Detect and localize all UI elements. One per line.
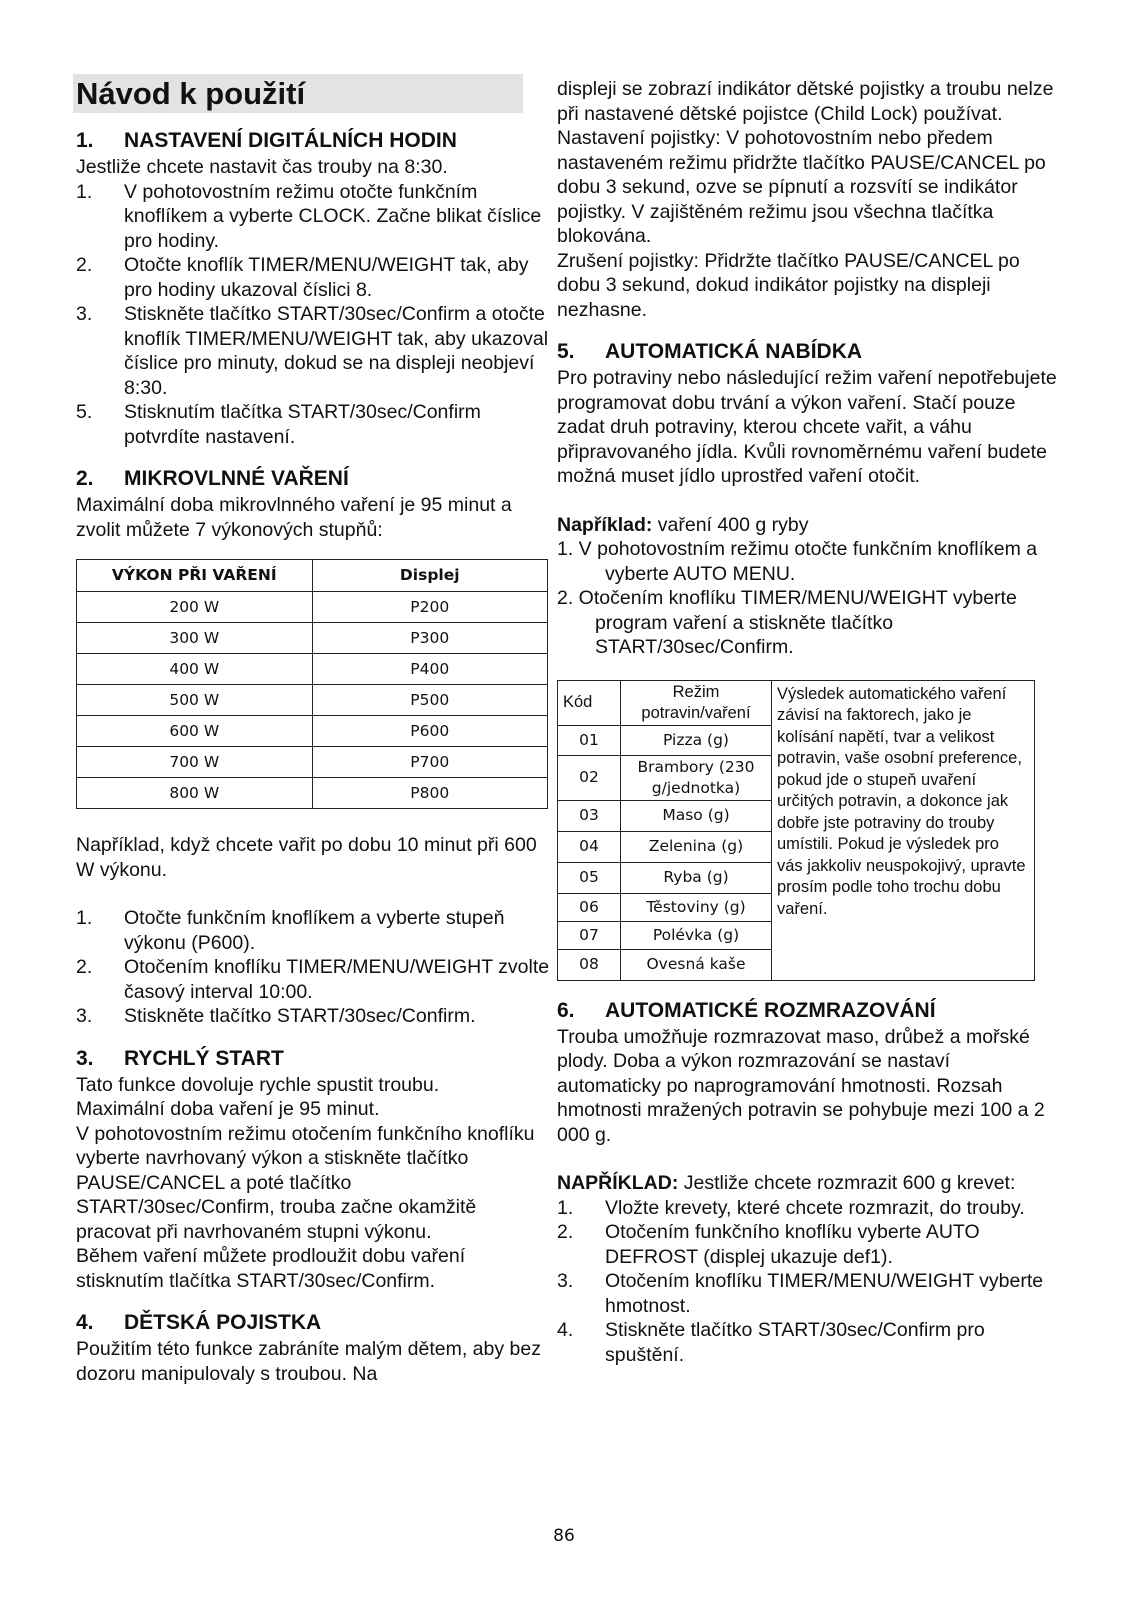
table-header-cell: Displej [312, 560, 548, 592]
section-3-p1: Tato funkce dovoluje rychle spustit troubu. [76, 1073, 440, 1096]
section-1-steps [76, 180, 550, 450]
section-6-example: NAPŘÍKLAD: Jestliže chcete rozmrazit 600 g krevet: [557, 1172, 1016, 1194]
table-row [77, 716, 548, 747]
table-header-cell: Režim potravin/vaření [621, 680, 772, 725]
section-6-steps [557, 1196, 1057, 1368]
page-title: Návod k použití [73, 74, 523, 113]
table-cell: 06 [558, 893, 621, 921]
section-5-step-1: 1. V pohotovostním režimu otočte funkčním knoflíkem a vyberte AUTO MENU. [557, 538, 1038, 585]
section-4-heading: 4. DĚTSKÁ POJISTKA [76, 1311, 322, 1334]
table-cell: 08 [558, 949, 621, 980]
auto-menu-table [557, 680, 1035, 981]
list-item: 3. Stiskněte tlačítko START/30sec/Confirm. [76, 1005, 476, 1027]
table-cell: 400 W [77, 654, 313, 685]
table-cell: P600 [312, 716, 548, 747]
table-cell: 200 W [77, 592, 313, 623]
table-cell: Ovesná kaše [621, 949, 772, 980]
table-row [77, 778, 548, 809]
list-item: 1. V pohotovostním režimu otočte funkčním knoflíkem a vyberte CLOCK. Začne blikat číslice pro hodiny. [76, 180, 542, 252]
section-2-heading: 2. MIKROVLNNÉ VAŘENÍ [76, 467, 349, 490]
table-cell: Polévka (g) [621, 921, 772, 949]
list-item: 2. Otočením knoflíku TIMER/MENU/WEIGHT zvolte časový interval 10:00. [76, 956, 550, 1003]
auto-menu-note: Výsledek automatického vaření závisí na faktorech, jako je kolísání napětí, tvar a velikost potravin, vaše osobní preference, pokud jde o stupeň uvaření určitých potravin, a dokonce jak dobře jste potraviny do trouby umístili. Pokud je výsledek pro vás jakkoliv neuspokojivý, upravte prosím podle toho trochu dobu vaření. [772, 680, 1035, 980]
table-cell: 500 W [77, 685, 313, 716]
table-cell: Těstoviny (g) [621, 893, 772, 921]
page-number: 86 [553, 1526, 575, 1546]
table-cell: P800 [312, 778, 548, 809]
table-row [77, 685, 548, 716]
list-item: 2. Otočte knoflík TIMER/MENU/WEIGHT tak, aby pro hodiny ukazoval číslici 8. [76, 254, 529, 301]
section-2-example: Například, když chcete vařit po dobu 10 minut při 600 W výkonu. [76, 834, 537, 881]
section-2-intro: Maximální doba mikrovlnného vaření je 95 minut a zvolit můžete 7 výkonových stupňů: [76, 494, 512, 541]
table-cell: 700 W [77, 747, 313, 778]
table-cell: P700 [312, 747, 548, 778]
list-item: 4. Stiskněte tlačítko START/30sec/Confirm pro spuštění. [557, 1319, 985, 1366]
left-column [76, 74, 550, 1386]
table-cell: Pizza (g) [621, 725, 772, 755]
list-item: 5. Stisknutím tlačítka START/30sec/Confirm potvrdíte nastavení. [76, 401, 481, 448]
section-5-step-2: 2. Otočením knoflíku TIMER/MENU/WEIGHT vyberte program vaření a stiskněte tlačítko START/30sec/Confirm. [557, 587, 1017, 658]
table-header-row [558, 680, 1035, 725]
section-1-intro: Jestliže chcete nastavit čas trouby na 8:30. [76, 156, 448, 178]
section-4-p1-continued: displeji se zobrazí indikátor dětské pojistky a troubu nelze při nastavené dětské pojistce (Child Lock) používat. [557, 78, 1054, 125]
section-5-example: Například: vaření 400 g ryby [557, 513, 809, 536]
table-cell: P300 [312, 623, 548, 654]
list-item: 1. Vložte krevety, které chcete rozmrazit, do trouby. [557, 1196, 1025, 1219]
section-6-heading: 6. AUTOMATICKÉ ROZMRAZOVÁNÍ [557, 998, 936, 1022]
section-3-p2: Maximální doba vaření je 95 minut. [76, 1098, 380, 1120]
section-6-intro: Trouba umožňuje rozmrazovat maso, drůbež a mořské plody. Doba a výkon rozmrazování se nastaví automaticky po naprogramování hmotnosti. Rozsah hmotnosti mražených potravin se pohybuje mezi 100 a 2 000 g. [557, 1025, 1045, 1146]
list-item: 3. Stiskněte tlačítko START/30sec/Confirm a otočte knoflík TIMER/MENU/WEIGHT tak, aby ukazoval číslice pro minuty, dokud se na displeji neobjeví 8:30. [76, 303, 549, 399]
table-cell: 02 [558, 755, 621, 800]
table-cell: 600 W [77, 716, 313, 747]
list-item: 2. Otočením funkčního knoflíku vyberte AUTO DEFROST (displej ukazuje def1). [557, 1221, 980, 1268]
table-header-row [77, 560, 548, 592]
section-4-p3: Zrušení pojistky: Přidržte tlačítko PAUSE/CANCEL po dobu 3 sekund, dokud indikátor pojistky na displeji nezhasne. [557, 249, 1020, 321]
section-5-intro: Pro potraviny nebo následující režim vaření nepotřebujete programovat dobu trvání a výkon vaření. Stačí pouze zadat druh potraviny, kterou chcete vařit, a váhu připravovaného jídla. Kvůli rovnoměrnému vaření budete možná muset jídlo uprostřed vaření otočit. [557, 367, 1057, 487]
table-cell: 300 W [77, 623, 313, 654]
section-4-p1: Použitím této funkce zabráníte malým dětem, aby bez dozoru manipulovaly s troubou. Na [76, 1338, 541, 1385]
power-table [76, 559, 548, 809]
table-cell: Brambory (230 g/jednotka) [621, 755, 772, 800]
section-3-heading: 3. RYCHLÝ START [76, 1046, 284, 1070]
right-column [557, 77, 1057, 1367]
table-cell: 07 [558, 921, 621, 949]
table-header-cell: VÝKON PŘI VAŘENÍ [77, 560, 313, 592]
table-cell: P400 [312, 654, 548, 685]
table-row [77, 747, 548, 778]
section-2-steps [76, 906, 550, 1029]
section-1-heading: 1. NASTAVENÍ DIGITÁLNÍCH HODIN [76, 129, 457, 152]
table-cell: P200 [312, 592, 548, 623]
table-cell: 04 [558, 831, 621, 862]
table-cell: 03 [558, 800, 621, 831]
section-3-p4: Během vaření můžete prodloužit dobu vaření stisknutím tlačítka START/30sec/Confirm. [76, 1245, 466, 1292]
table-cell: Maso (g) [621, 800, 772, 831]
list-item: 1. Otočte funkčním knoflíkem a vyberte stupeň výkonu (P600). [76, 907, 505, 954]
table-row [77, 654, 548, 685]
table-cell: 05 [558, 862, 621, 893]
table-cell: 800 W [77, 778, 313, 809]
table-cell: Zelenina (g) [621, 831, 772, 862]
table-cell: Ryba (g) [621, 862, 772, 893]
section-5-heading: 5. AUTOMATICKÁ NABÍDKA [557, 340, 863, 363]
table-row [77, 592, 548, 623]
section-4-p2: Nastavení pojistky: V pohotovostním nebo předem nastaveném režimu přidržte tlačítko PAUSE/CANCEL po dobu 3 sekund, ozve se pípnutí a rozsvítí se indikátor pojistky. V zajištěném režimu jsou všechna tlačítka blokována. [557, 127, 1046, 247]
table-cell: 01 [558, 725, 621, 755]
section-3-p3: V pohotovostním režimu otočením funkčního knoflíku vyberte navrhovaný výkon a stiskněte tlačítko PAUSE/CANCEL a poté tlačítko START/30sec/Confirm, trouba začne okamžitě pracovat při navrhovaném stupni výkonu. [76, 1122, 535, 1243]
table-row [77, 623, 548, 654]
table-header-cell: Kód [558, 680, 621, 725]
list-item: 3. Otočením knoflíku TIMER/MENU/WEIGHT vyberte hmotnost. [557, 1270, 1044, 1317]
table-cell: P500 [312, 685, 548, 716]
